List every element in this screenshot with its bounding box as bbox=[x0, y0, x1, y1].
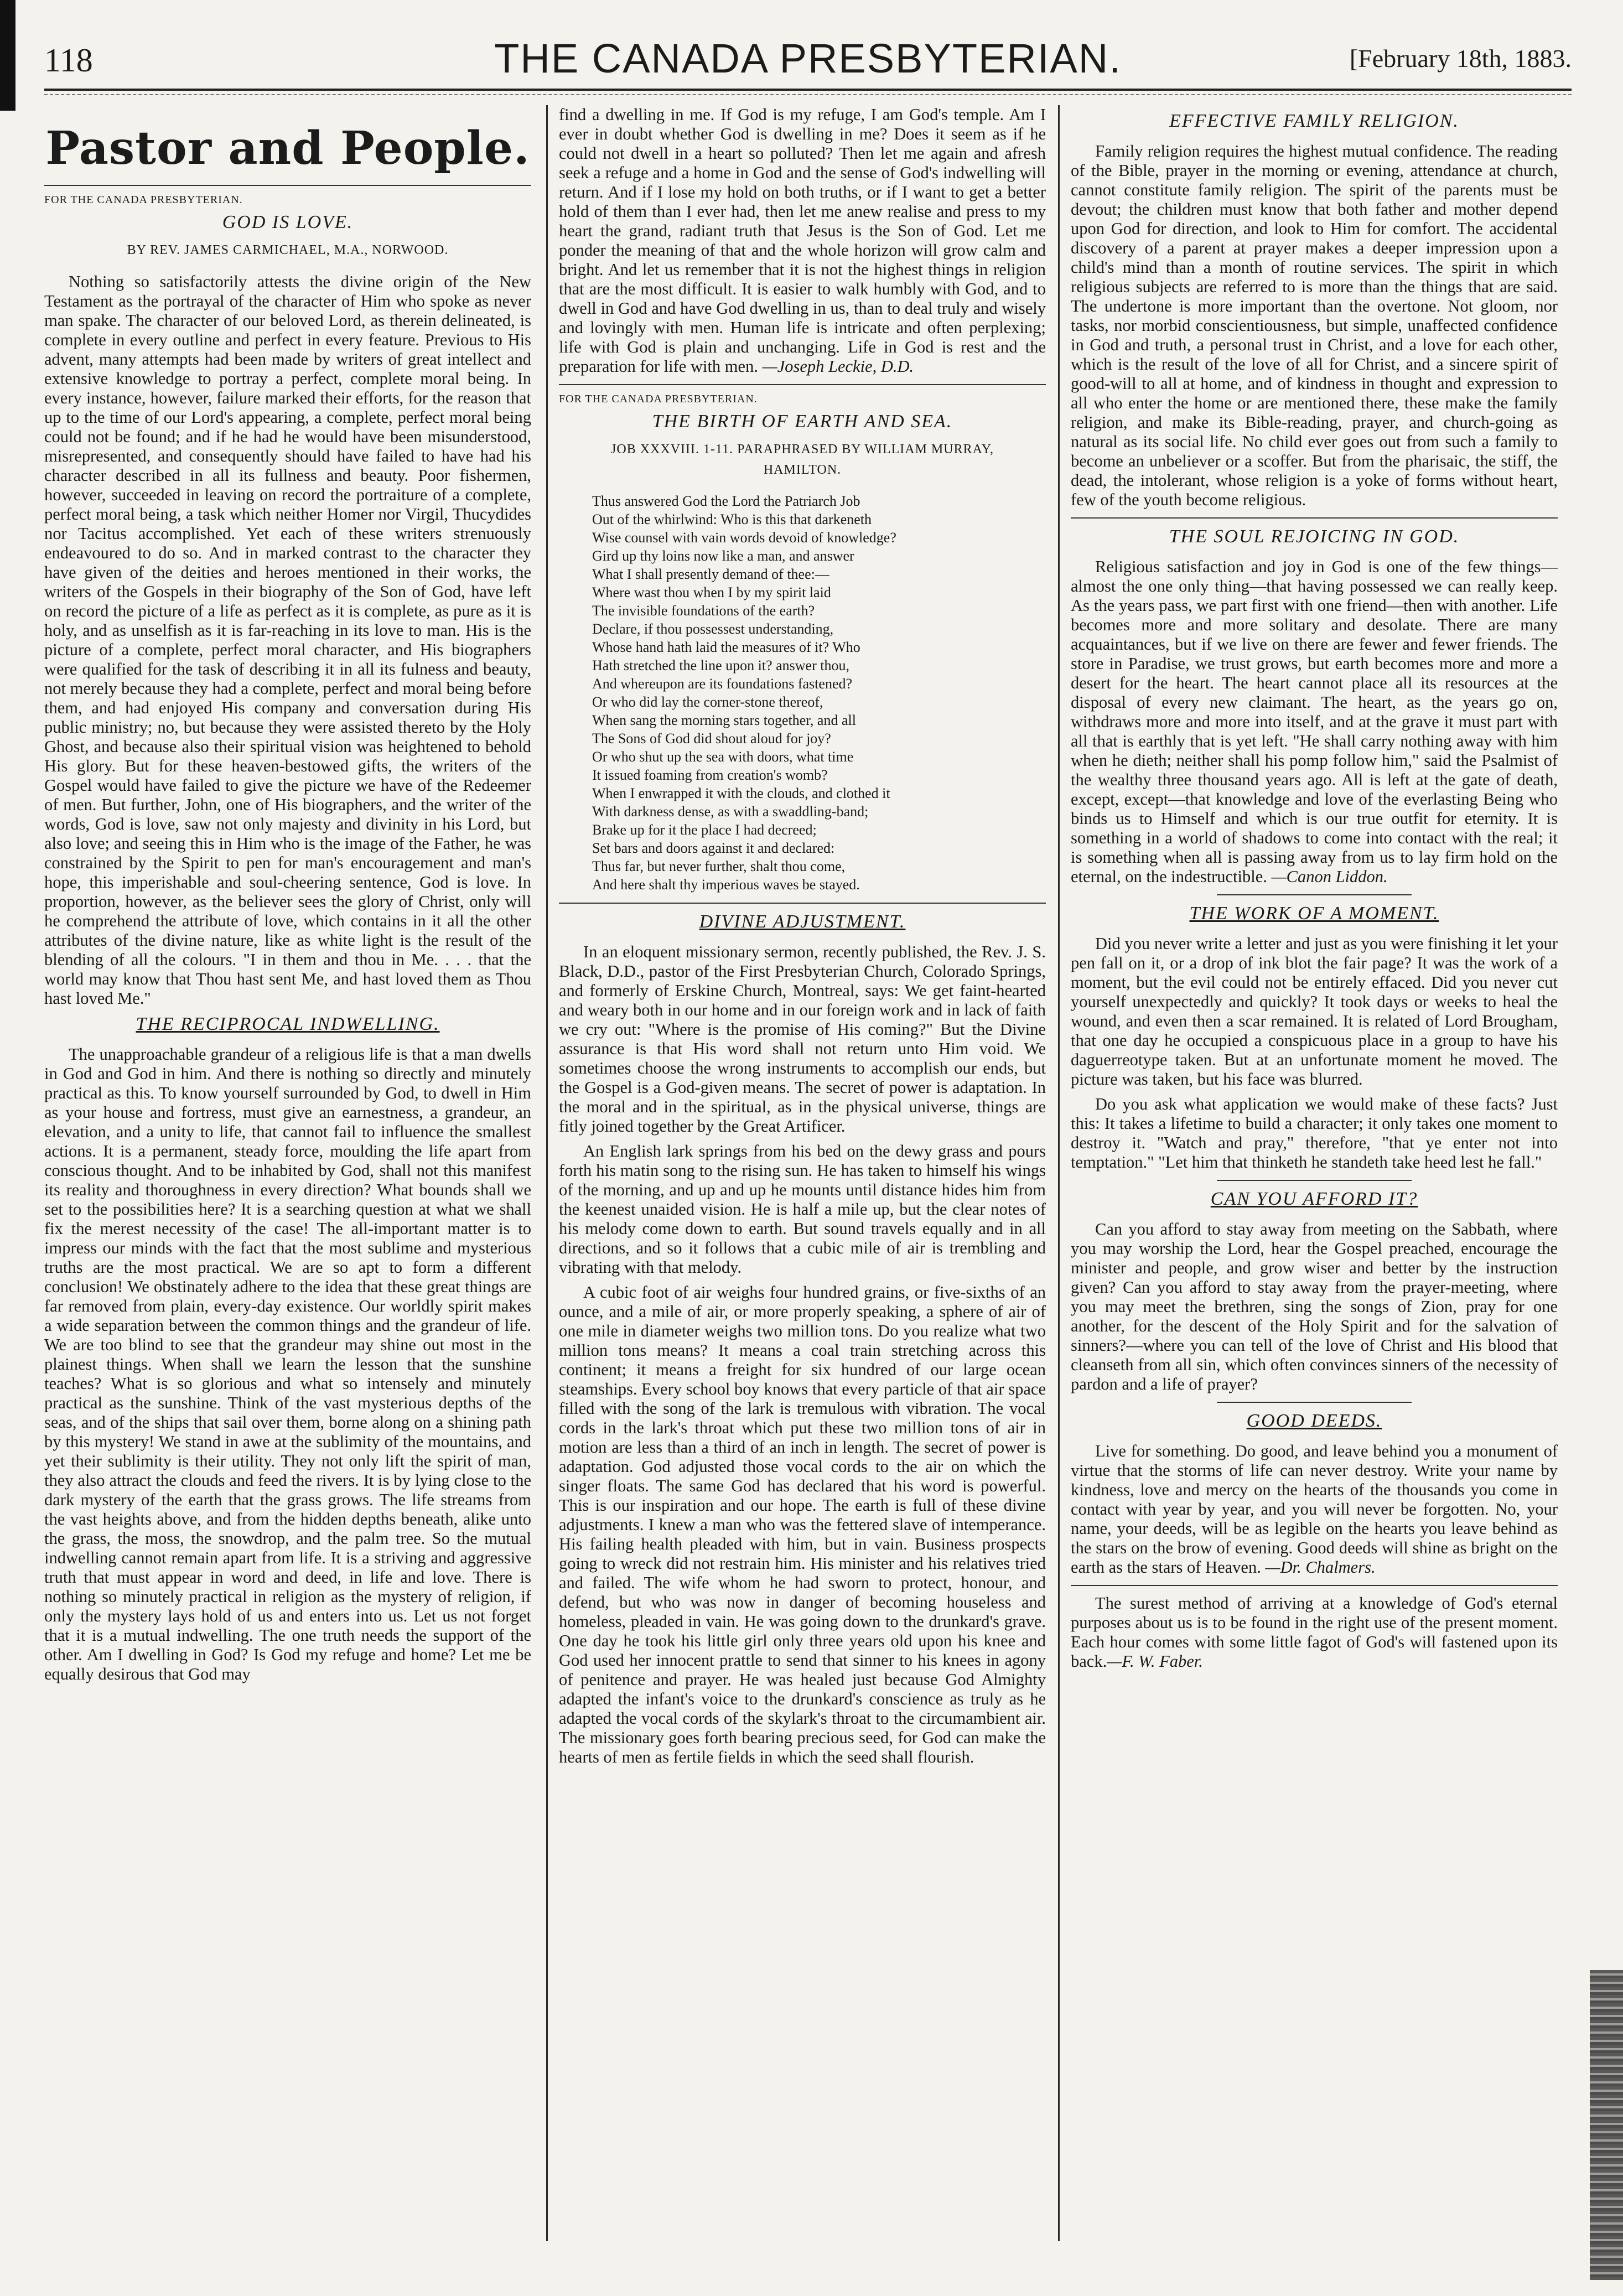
article-paragraph: An English lark springs from his bed on the dewy grass and pours forth his matin song to the rising sun. He has taken to himself his wings of the morning, and up and up he mounts until distance hides him from the keenest unaided vision. He is half a mile up, but the clear notes of his melody come down to earth. But sound travels equally and in all directions, and so it follows that a cubic mile of air is trembling and vibrating with that melody. bbox=[559, 1142, 1046, 1277]
column-2 bbox=[559, 105, 1046, 2263]
paragraph-text: The surest method of arriving at a knowledge of God's eternal purposes about us is to be found in the right use of the present moment. Each hour comes with some little fagot of God's will fastened upon its back. bbox=[1071, 1594, 1558, 1671]
poem-byline: JOB XXXVIII. 1-11. PARAPHRASED BY WILLIAM MURRAY, bbox=[611, 442, 994, 457]
poem-line: Thus answered God the Lord the Patriarch Job bbox=[592, 493, 860, 509]
poem-byline: HAMILTON. bbox=[763, 463, 842, 477]
article-paragraph bbox=[1071, 557, 1558, 887]
poem-line: Thus far, but never further, shalt thou come, bbox=[592, 858, 846, 874]
divider bbox=[1217, 1180, 1412, 1181]
poem-line: Or who did lay the corner-stone thereof, bbox=[592, 694, 823, 710]
column-3 bbox=[1071, 105, 1558, 2263]
poem-line: What I shall presently demand of thee:— bbox=[592, 566, 829, 582]
divider bbox=[1217, 894, 1412, 895]
article-title: CAN YOU AFFORD IT? bbox=[1210, 1189, 1418, 1209]
poem-line: Set bars and doors against it and declared: bbox=[592, 840, 835, 856]
newspaper-title: THE CANADA PRESBYTERIAN. bbox=[494, 35, 1122, 81]
divider bbox=[1071, 1585, 1558, 1586]
divider bbox=[559, 903, 1046, 904]
poem-line: When I enwrapped it with the clouds, and clothed it bbox=[592, 785, 890, 801]
poem-line: It issued foaming from creation's womb? bbox=[592, 767, 828, 783]
article-title: THE SOUL REJOICING IN GOD. bbox=[1169, 526, 1460, 547]
poem-line: The Sons of God did shout aloud for joy? bbox=[592, 730, 831, 747]
article-paragraph: Do you ask what application we would make of these facts? Just this: It takes a lifetime to build a character; it only takes one moment to destroy it. "Watch and pray," therefore, "that ye enter not into temptation." "Let him that thinketh he standeth take heed lest he fall." bbox=[1071, 1095, 1558, 1172]
divider bbox=[559, 384, 1046, 385]
column-divider bbox=[1058, 105, 1060, 2241]
column-divider bbox=[546, 105, 548, 2241]
divider bbox=[1217, 1402, 1412, 1403]
paragraph-text: Live for something. Do good, and leave behind you a monument of virtue that the storms of life can never destroy. Write your name by kindness, love and mercy on the hearts of the thousands you come in contact with year by year, and you will never be forgotten. No, your name, your deeds, will be as legible on the hearts you leave behind as the stars on the brow of evening. Good deeds will shine as bright on the earth as the stars of Heaven. bbox=[1071, 1442, 1558, 1577]
poem-line: Wise counsel with vain words devoid of knowledge? bbox=[592, 530, 896, 546]
author-signature: —F. W. Faber. bbox=[1107, 1652, 1203, 1671]
article-paragraph: Family religion requires the highest mutual confidence. The reading of the Bible, prayer in the morning or evening, attendance at church, cannot constitute family religion. The spirit of the parents must be devout; the children must know that both father and mother depend upon God for direction, and look to Him for comfort. The accidental discovery of a parent at prayer makes a deeper impression upon a child's mind than a month of routine services. The spirit in which religious subjects are referred to is more than the things that are said. The undertone is more important than the overtone. Not gloom, nor tasks, nor morbid conscientiousness, but simple, unaffected confidence in God and truth, a personal trust in Christ, and a love for each other, which is the result of the love of all for Christ, and a sincere spirit of good-will to all at home, and of kindness in thought and expression to all who enter the home or are mentioned there, these make the family religion, and make its Bible-reading, prayer, and church-going as natural as its social life. No child ever goes out from such a family to become an unbeliever or a scoffer. But from the pharisaic, the stiff, the dead, the intolerant, whose religion is a yoke of forms without heart, few of the youth become religious. bbox=[1071, 142, 1558, 509]
masthead bbox=[44, 30, 1572, 91]
divider bbox=[1071, 517, 1558, 519]
author-signature: —Joseph Leckie, D.D. bbox=[762, 357, 914, 376]
section-title: Pastor and People. bbox=[45, 122, 530, 175]
article-paragraph: A cubic foot of air weighs four hundred grains, or five-sixths of an ounce, and a mile of air, or more properly speaking, a sphere of air of one mile in diameter weighs two million tons. Do you realize what two million tons means? It means a coal train stretching across this continent; it means a freight for six hundred of our large ocean steamships. Every school boy knows that every particle of that air space filled with the song of the lark is tremulous with vibration. The vocal cords in the lark's throat which put these two million tons of air in motion are less than a third of an inch in length. The secret of power is adaptation. God adjusted those vocal cords to the air on which the singer floats. The same God has declared that his word is powerful. This is our inspiration and our hope. The earth is full of these divine adjustments. I knew a man who was the fettered slave of intemperance. His failing health pleaded with him, but in vain. Business prospects going to wreck did not restrain him. His minister and his relatives tried and failed. The wife whom he had sworn to protect, honour, and defend, but who was now in danger of becoming houseless and homeless, pleaded in vain. He was going down to the drunkard's grave. One day he took his little girl only three years old upon his knee and God used her innocent prattle to send that sinner to his knees in agony of penitence and prayer. He was healed just because God Almighty adapted the infant's voice to the drunkard's conscience as truly as he adapted the vocal cords of the skylark's throat to the circumambient air. The missionary goes forth bearing precious seed, for God can make the hearts of men as fertile fields in which the seed shall flourish. bbox=[559, 1283, 1046, 1766]
article-paragraph: The unapproachable grandeur of a religious life is that a man dwells in God and God in him. And there is nothing so directly and minutely practical as this. To know yourself surrounded by God, to dwell in Him as your house and fortress, must give an earnestness, a grandeur, an elevation, and a unity to life, that cannot fail to influence the smallest actions. It is a permanent, steady force, moulding the life apart from conscious thought. And to be inhabited by God, shall not this manifest its reality and thoroughness in every direction? What bounds shall we set to the possibilities here? It is a searching question at what we shall fix the merest necessity of the case! The all-important matter is to impress our minds with the fact that the most sublime and mysterious truths are the most practical. We are so apt to form a different conclusion! We obstinately adhere to the idea that these great things are far removed from plain, every-day existence. Our worldly spirit makes a wide separation between the common things and the grandeur of life. We are too blind to see that the grandeur may shine out most in the plainest things. When shall we learn the lesson that the sunshine teaches? What is so glorious and what so intensely and minutely practical as the sunshine. Think of the vast mysterious depths of the seas, and of the ships that sail over them, borne along on a shining path by this mystery! We stand in awe at the sublimity of the mountains, and yet their sublimity is their utility. They not only lift the spirit of man, they also attract the clouds and feed the rivers. It is by lying close to the dark mystery of the earth that the grass grows. The life streams from the vast heights above, and from the hidden depths beneath, alike unto the grass, the moss, the snowdrop, and the palm tree. So the mutual indwelling cannot remain apart from life. It is a striving and aggressive truth that must appear in word and deed, in life and love. There is nothing so minutely practical in religion as the mystery of religion, if only the mystery lays hold of us and enters into us. Let us not forget that it is a mutual indwelling. The one truth needs the support of the other. Am I dwelling in God? Is God my refuge and home? Let me be equally desirous that God may bbox=[44, 1045, 531, 1683]
poem bbox=[592, 492, 1046, 894]
scan-edge-noise bbox=[1590, 1970, 1623, 2280]
column-1 bbox=[44, 105, 531, 2263]
scan-edge-mark bbox=[0, 0, 15, 111]
paragraph-text: find a dwelling in me. If God is my refuge, I am God's temple. Am I ever in doubt whether God is dwelling in me? Does it seem as if he could not dwell in a heart so polluted? Then let me again and afresh seek a refuge and a home in God and the sense of God's indwelling will return. And if I lose my hold on both truths, or if I want to get a better hold of them than I ever had, then let me anew realise and press to my heart the grand, radiant truth that Jesus is the Son of God. Let me ponder the meaning of that and the whole horizon will grow calm and bright. And let us remember that it is not the highest things in religion that are the most difficult. It is easier to walk humbly with God, and to dwell in God and have God dwelling in us, than to deal truly and wisely and lovingly with men. Human life is intricate and often perplexing; life with God is plain and unchanging. Life in God is rest and the preparation for life with men. bbox=[559, 105, 1046, 376]
masthead-rule bbox=[44, 89, 1572, 91]
article-paragraph: In an eloquent missionary sermon, recently published, the Rev. J. S. Black, D.D., pastor of the First Presbyterian Church, Colorado Springs, and formerly of Erskine Church, Montreal, says: We get faint-hearted and weary both in our home and in our foreign work and in lack of faith we cry out: "Where is the promise of His coming?" But the Divine assurance is that His word shall not return unto Him void. We sometimes choose the wrong instruments to accomplish our ends, but the Gospel is a God-given means. The secret of power is adaptation. In the moral and in the spiritual, as in the physical universe, things are fitly joined together by the Great Artificer. bbox=[559, 942, 1046, 1136]
article-paragraph bbox=[559, 105, 1046, 376]
poem-title: THE BIRTH OF EARTH AND SEA. bbox=[652, 411, 953, 432]
article-paragraph bbox=[1071, 1594, 1558, 1671]
poem-line: And whereupon are its foundations fastened? bbox=[592, 676, 853, 692]
poem-line: And here shalt thy imperious waves be stayed. bbox=[592, 877, 860, 893]
article-byline: BY REV. JAMES CARMICHAEL, M.A., NORWOOD. bbox=[127, 243, 449, 257]
poem-line: Hath stretched the line upon it? answer thou, bbox=[592, 657, 849, 673]
source-label: FOR THE CANADA PRESBYTERIAN. bbox=[559, 393, 758, 405]
author-signature: —Dr. Chalmers. bbox=[1265, 1558, 1376, 1577]
source-label: FOR THE CANADA PRESBYTERIAN. bbox=[44, 194, 243, 206]
article-paragraph bbox=[1071, 1442, 1558, 1577]
poem-line: Brake up for it the place I had decreed; bbox=[592, 822, 817, 838]
page-number: 118 bbox=[44, 42, 93, 79]
article-title: GOOD DEEDS. bbox=[1246, 1411, 1382, 1431]
poem-line: The invisible foundations of the earth? bbox=[592, 603, 815, 619]
author-signature: —Canon Liddon. bbox=[1271, 867, 1388, 886]
poem-line: Out of the whirlwind: Who is this that darkeneth bbox=[592, 511, 872, 527]
poem-line: Whose hand hath laid the measures of it? Who bbox=[592, 639, 860, 655]
poem-line: Gird up thy loins now like a man, and answer bbox=[592, 548, 854, 564]
article-title: THE RECIPROCAL INDWELLING. bbox=[136, 1014, 440, 1034]
article-title: EFFECTIVE FAMILY RELIGION. bbox=[1169, 111, 1459, 131]
poem-line: When sang the morning stars together, and all bbox=[592, 712, 856, 728]
poem-line: With darkness dense, as with a swaddling-band; bbox=[592, 804, 869, 820]
poem-line: Or who shut up the sea with doors, what time bbox=[592, 749, 854, 765]
masthead-rule-dashed bbox=[44, 94, 1572, 95]
article-paragraph: Can you afford to stay away from meeting on the Sabbath, where you may worship the Lord, hear the Gospel preached, encourage the minister and people, and grow wiser and better by the instruction given? Can you afford to stay away from the prayer-meeting, where you may meet the brethren, sing the songs of Zion, pray for one another, for the descent of the Holy Spirit and for the salvation of sinners?—where you can tell of the love of Christ and His blood that cleanseth from all sin, which often convinces sinners of the necessity of pardon and a life of prayer? bbox=[1071, 1220, 1558, 1393]
issue-date: [February 18th, 1883. bbox=[1349, 44, 1572, 72]
poem-line: Where wast thou when I by my spirit laid bbox=[592, 584, 831, 600]
article-title: GOD IS LOVE. bbox=[222, 212, 354, 232]
article-title: DIVINE ADJUSTMENT. bbox=[699, 911, 906, 932]
article-paragraph: Nothing so satisfactorily attests the divine origin of the New Testament as the portrayal of the character of Him who spoke as never man spake. The character of our beloved Lord, as therein delineated, is complete in every outline and perfect in every feature. Previous to His advent, many attempts had been made by writers of great intellect and extensive knowledge to portray a perfect, complete moral being. In every instance, however, failure marked their efforts, for the reason that up to the time of our Lord's appearing, a complete, perfect moral being could not be found; and if he had he would have been misunderstood, misrepresented, and consequently should have failed to have had his character described in all its fullness and beauty. Poor fishermen, however, succeeded in leaving on record the portraiture of a complete, perfect moral being, a task which neither Homer nor Virgil, Thucydides nor Tacitus accomplished. Yet each of these writers strenuously endeavoured to do so. And in marked contrast to the character they have given of the deities and heroes mentioned in their works, the writers of the Gospels in their biography of the Son of God, have left on record the picture of a life as perfect as it is complete, as pure as it is holy, and as unselfish as it is far-reaching in its love to man. His is the picture of a complete, perfect moral character, and His biographers were qualified for the task of describing it in all its fulness and beauty, not merely because they had a complete, perfect and moral being before them, and had enjoyed His company and conversation during His public ministry; no, but because they were assisted thereto by the Holy Ghost, and because also their spiritual vision was heightened to behold His glory. But for these heaven-bestowed gifts, the writers of the Gospel would have failed to give the picture we have of the Redeemer of men. But further, John, one of His biographers, and the writer of the words, God is love, saw not only majesty and divinity in his Lord, but also love; and seeing this in Him who is the image of the Father, he was constrained by the Spirit to pen for man's encouragement and man's hope, this imperishable and soul-cheering sentence, God is love. In proportion, however, as the believer sees the glory of Christ, only will he comprehend the attribute of love, which contains in it all the other attributes of the divine nature, like as white light is the result of the blending of all the colours. "I in them and thou in Me. . . . that the world may know that Thou hast sent Me, and hast loved them as Thou hast loved Me." bbox=[44, 272, 531, 1008]
divider bbox=[44, 185, 531, 186]
paragraph-text: Religious satisfaction and joy in God is one of the few things—almost the one only thing—that having possessed we can really keep. As the years pass, we part first with one friend—then with another. Life becomes more and more solitary and desolate. There are many acquaintances, but if we live on there are fewer and fewer friends. The store in Paradise, we trust grows, but earth becomes more and more a desert for the heart. The heart cannot place all its resources at the disposal of every new claimant. The heart, as the years go on, withdraws more and more into itself, and at the grave it must part with all that is earthly that is yet left. "He shall carry nothing away with him when he dieth; neither shall his pomp follow him," said the Psalmist of the wealthy three thousand years ago. All is left at the gate of death, except, except—that knowledge and love of the everlasting Being who binds us to Himself and which is our true outfit for eternity. It is something in a world of shadows to come into contact with the real; it is something when all is passing away from us to lay firm hold on the eternal, on the indestructible. bbox=[1071, 557, 1558, 886]
article-title: THE WORK OF A MOMENT. bbox=[1189, 903, 1439, 924]
poem-line: Declare, if thou possessest understanding, bbox=[592, 621, 834, 637]
article-paragraph: Did you never write a letter and just as you were finishing it let your pen fall on it, or a drop of ink blot the fair page? It was the work of a moment, but the evil could not be entirely effaced. Did you never cut yourself unexpectedly and quickly? It took days or weeks to heal the wound, and even then a scar remained. It is related of Lord Brougham, that one day he occupied a conspicuous place in a group to have his daguerreotype taken. But at an unfortunate moment he moved. The picture was taken, but his face was blurred. bbox=[1071, 934, 1558, 1089]
